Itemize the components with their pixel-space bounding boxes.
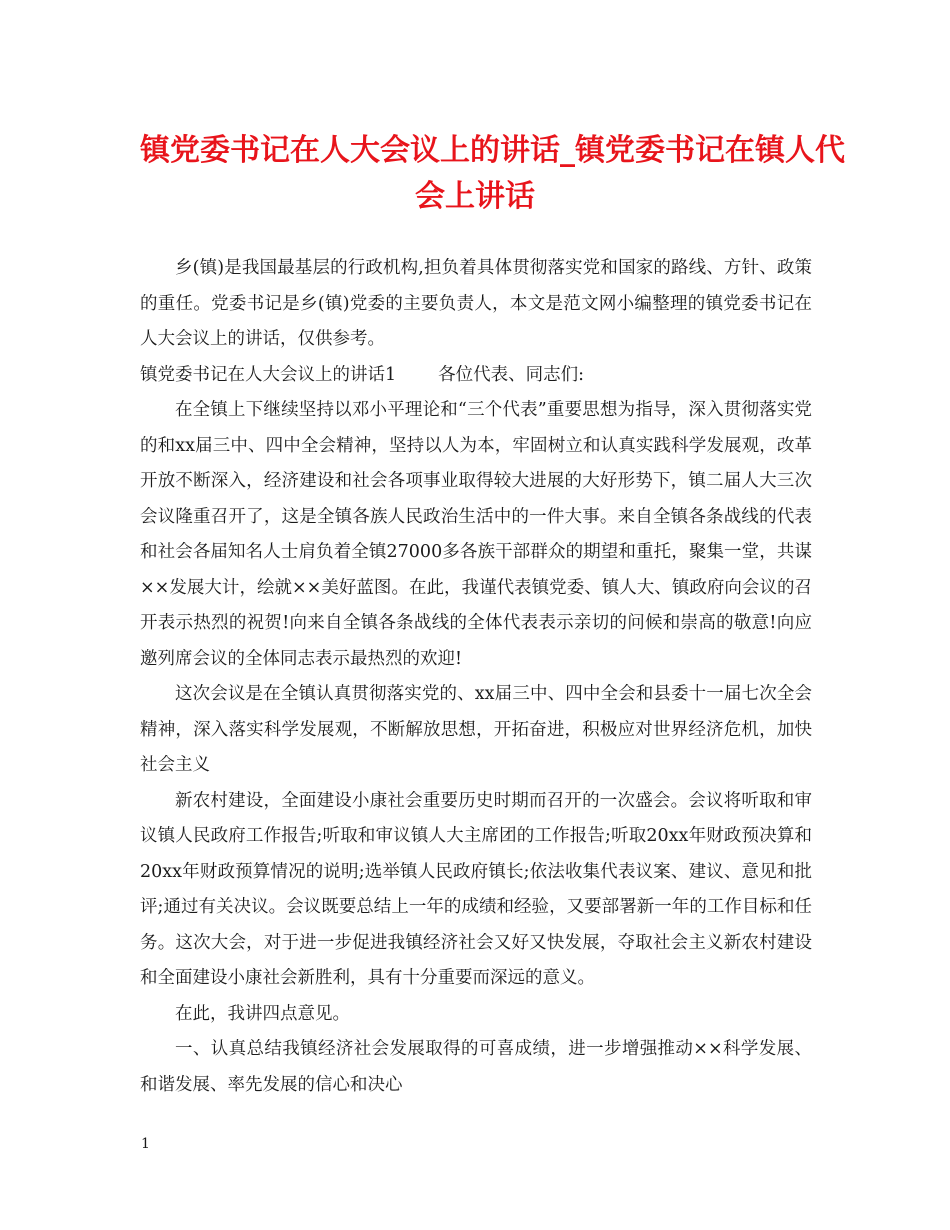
body-paragraph-4: 在此，我讲四点意见。 [175, 1003, 350, 1024]
page-number: 1 [141, 1136, 150, 1152]
body-paragraph-5: 一、认真总结我镇经济社会发展取得的可喜成绩，进一步增强推动××科学发展、和谐发展、率先发展的信心和决心 [140, 1039, 812, 1095]
section-heading-line [140, 358, 812, 394]
body-paragraph-1: 在全镇上下继续坚持以邓小平理论和“三个代表”重要思想为指导，深入贯彻落实党的和xx届三中、四中全会精神，坚持以人为本，牢固树立和认真实践科学发展观，改革开放不断深入，经济建设和社会各项事业取得较大进展的大好形势下，镇二届人大三次会议隆重召开了，这是全镇各族人民政治生活中的一件大事。来自全镇各条战线的代表和社会各届知名人士肩负着全镇27000多各族干部群众的期望和重托，聚集一堂，共谋××发展大计，绘就××美好蓝图。在此，我谨代表镇党委、镇人大、镇政府向会议的召开表示热烈的祝贺!向来自全镇各条战线的全体代表表示亲切的问候和崇高的敬意!向应邀列席会议的全体同志表示最热烈的欢迎! [140, 400, 812, 669]
intro-paragraph: 乡(镇)是我国最基层的行政机构,担负着具体贯彻落实党和国家的路线、方针、政策的重任。党委书记是乡(镇)党委的主要负责人，本文是范文网小编整理的镇党委书记在人大会议上的讲话，仅供参考。 [140, 258, 812, 349]
title-line-2: 会上讲话 [415, 179, 535, 214]
document-body [140, 251, 812, 1103]
body-paragraph-2: 这次会议是在全镇认真贯彻落实党的、xx届三中、四中全会和县委十一届七次全会精神，深入落实科学发展观，不断解放思想，开拓奋进，积极应对世界经济危机，加快社会主义 [140, 684, 812, 775]
document-title [140, 128, 845, 220]
salutation: 各位代表、同志们: [438, 364, 585, 385]
body-paragraph-3: 新农村建设，全面建设小康社会重要历史时期而召开的一次盛会。会议将听取和审议镇人民政府工作报告;听取和审议镇人大主席团的工作报告;听取20xx年财政预决算和20xx年财政预算情况的说明;选举镇人民政府镇长;依法收集代表议案、建议、意见和批评;通过有关决议。会议既要总结上一年的成绩和经验，又要部署新一年的工作目标和任务。这次大会，对于进一步促进我镇经济社会又好又快发展，夺取社会主义新农村建设和全面建设小康社会新胜利，具有十分重要而深远的意义。 [140, 790, 812, 988]
section-label: 镇党委书记在人大会议上的讲话1 [140, 364, 397, 385]
title-line-1: 镇党委书记在人大会议上的讲话_镇党委书记在镇人代 [140, 133, 845, 168]
